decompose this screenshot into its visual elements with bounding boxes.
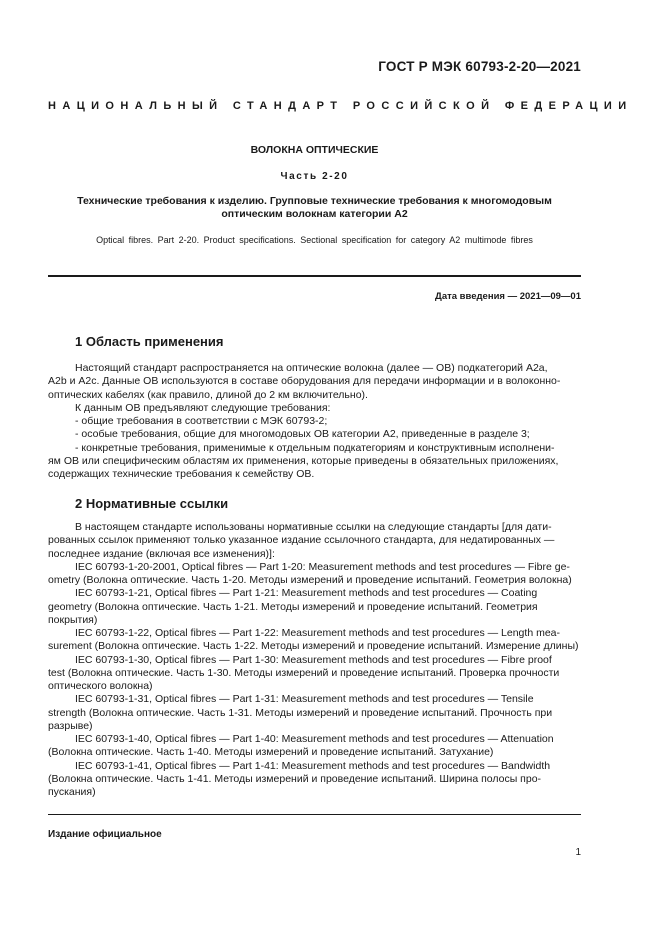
section-2-heading: 2 Нормативные ссылки — [75, 496, 229, 511]
text-line: A2b и A2c. Данные ОВ используются в составе оборудования для передачи информации и в волоконно- — [48, 375, 561, 388]
national-standard-banner: НАЦИОНАЛЬНЫЙ СТАНДАРТ РОССИЙСКОЙ ФЕДЕРАЦИИ — [48, 100, 633, 112]
reference-line: IEC 60793-1-20-2001, Optical fibres — Part 1-20: Measurement methods and test procedures — Fibre ge- — [75, 560, 570, 573]
section-2-body — [48, 521, 581, 799]
english-title: Optical fibres. Part 2-20. Product specifications. Sectional specification for category A2 multimode fibres — [96, 235, 533, 245]
document-part: Часть 2-20 — [280, 171, 349, 182]
reference-line: IEC 60793-1-31, Optical fibres — Part 1-31: Measurement methods and test procedures — Tensile — [75, 693, 534, 706]
reference-line: ometry (Волокна оптические. Часть 1-20. Методы измерений и проведение испытаний. Геометрия волокна) — [48, 574, 572, 586]
page-number: 1 — [575, 847, 581, 858]
footer-divider — [48, 814, 581, 815]
text-line: В настоящем стандарте использованы нормативные ссылки на следующие стандарты [для дати- — [75, 521, 552, 533]
reference-line: IEC 60793-1-41, Optical fibres — Part 1-41: Measurement methods and test procedures — Bandwidth — [75, 759, 551, 772]
text-line: - конкретные требования, применимые к отдельным подкатегориям и конструктивным исполнени- — [75, 441, 555, 454]
text-line: К данным ОВ предъявляют следующие требования: — [75, 401, 331, 414]
reference-line: IEC 60793-1-22, Optical fibres — Part 1-22: Measurement methods and test procedures — Length mea- — [75, 627, 560, 639]
subtitle-line: оптическим волокнам категории А2 — [221, 208, 408, 220]
reference-line: IEC 60793-1-30, Optical fibres — Part 1-30: Measurement methods and test procedures — Fibre proof — [75, 653, 552, 666]
text-line: рованных ссылок применяют только указанное издание ссылочного стандарта, для недатированных — — [48, 534, 555, 547]
section-1-heading: 1 Область применения — [75, 334, 224, 349]
text-line: - особые требования, общие для многомодовых ОВ категории А2, приведенные в разделе 3; — [75, 428, 530, 441]
reference-line: (Волокна оптические. Часть 1-40. Методы измерений и проведение испытаний. Затухание) — [48, 746, 494, 759]
document-number: ГОСТ Р МЭК 60793-2-20—2021 — [378, 59, 581, 74]
reference-line: оптического волокна) — [48, 680, 153, 692]
reference-line: пускания) — [48, 786, 96, 798]
document-title: ВОЛОКНА ОПТИЧЕСКИЕ — [250, 144, 379, 156]
text-line: оптических кабелях (как правило, длиной до 2 км включительно). — [48, 388, 368, 401]
reference-line: покрытия) — [48, 613, 98, 626]
document-subtitle — [48, 195, 581, 221]
official-edition-label: Издание официальное — [48, 829, 162, 840]
text-line: ям ОВ или специфическим областям их применения, которые приведены в обязательных приложениях, — [48, 454, 559, 467]
text-line: содержащих технические требования к семейству ОВ. — [48, 468, 315, 480]
reference-line: IEC 60793-1-21, Optical fibres — Part 1-21: Measurement methods and test procedures — Coating — [75, 587, 538, 600]
reference-line: разрыве) — [48, 719, 93, 732]
section-1-body — [48, 362, 581, 481]
introduction-date: Дата введения — 2021—09—01 — [435, 291, 581, 302]
subtitle-line: Технические требования к изделию. Групповые технические требования к многомодовым — [77, 195, 552, 207]
reference-line: strength (Волокна оптические. Часть 1-31. Методы измерений и проведение испытаний. Прочность при — [48, 706, 553, 719]
reference-line: (Волокна оптические. Часть 1-41. Методы измерений и проведение испытаний. Ширина полосы про- — [48, 772, 542, 785]
text-line: Настоящий стандарт распространяется на оптические волокна (далее — ОВ) подкатегорий A2a, — [75, 362, 548, 374]
reference-line: surement (Волокна оптические. Часть 1-22. Методы измерений и проведение испытаний. Измерение длины) — [48, 640, 579, 653]
title-divider — [48, 275, 581, 277]
text-line: - общие требования в соответствии с МЭК 60793-2; — [75, 415, 328, 427]
reference-line: IEC 60793-1-40, Optical fibres — Part 1-40: Measurement methods and test procedures — Attenuation — [75, 733, 554, 745]
reference-line: geometry (Волокна оптические. Часть 1-21. Методы измерений и проведение испытаний. Геометрия — [48, 600, 538, 613]
text-line: последнее издание (включая все изменения)]: — [48, 547, 275, 560]
reference-line: test (Волокна оптические. Часть 1-30. Методы измерений и проведение испытаний. Проверка прочности — [48, 666, 560, 679]
